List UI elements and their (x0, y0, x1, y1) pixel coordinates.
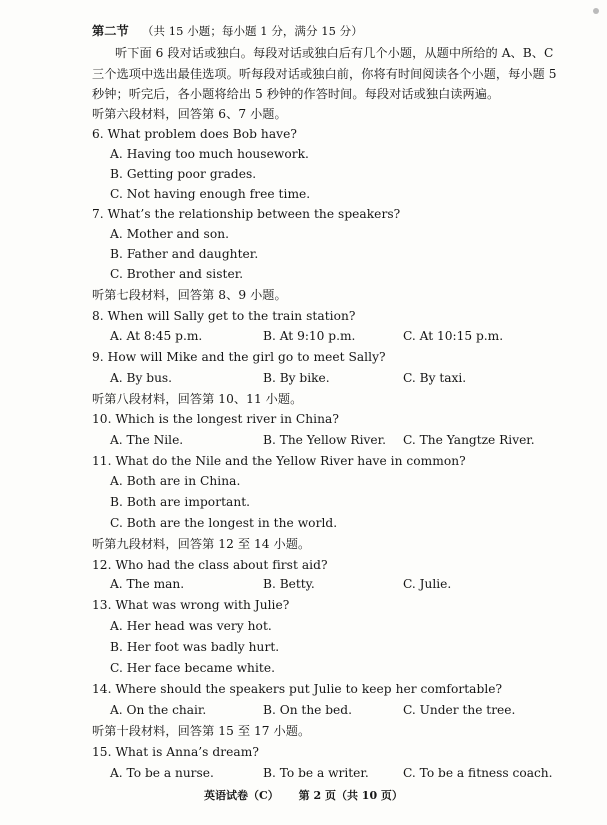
option-c: C. Brother and sister. (110, 267, 244, 281)
option-c: C. Not having enough free time. (110, 187, 311, 201)
section-title: 第二节 (92, 24, 129, 38)
question-stem: 13. What was wrong with Julie? (92, 598, 290, 612)
option-a: A. The Nile. (110, 433, 184, 447)
option-c: C. Under the tree. (403, 703, 516, 717)
question-stem: 15. What is Anna’s dream? (92, 745, 259, 759)
option-c: C. Both are the longest in the world. (110, 516, 338, 530)
option-b: B. Both are important. (110, 495, 251, 509)
section-note: （共 15 小题；每小题 1 分，满分 15 分） (142, 24, 363, 38)
option-a: A. Both are in China. (110, 474, 241, 488)
option-b: B. Getting poor grades. (110, 167, 257, 181)
option-c: C. Her face became white. (110, 661, 276, 675)
option-b: B. Betty. (263, 577, 315, 591)
question-stem: 11. What do the Nile and the Yellow River have in common? (92, 454, 466, 468)
group-prompt: 听第六段材料，回答第 6、7 小题。 (92, 107, 287, 121)
question-stem: 6. What problem does Bob have? (92, 127, 297, 141)
option-c: C. By taxi. (403, 371, 467, 385)
scan-dot (593, 8, 599, 14)
option-c: C. Julie. (403, 577, 452, 591)
page-footer (0, 789, 607, 803)
option-b: B. The Yellow River. (263, 433, 386, 447)
group-prompt: 听第八段材料，回答第 10、11 小题。 (92, 392, 303, 406)
option-a: A. On the chair. (110, 703, 207, 717)
question-stem: 12. Who had the class about first aid? (92, 558, 328, 572)
option-b: B. Father and daughter. (110, 247, 259, 261)
option-a: A. Mother and son. (110, 227, 230, 241)
option-a: A. To be a nurse. (110, 766, 214, 780)
instruction-line-2: 三个选项中选出最佳选项。听每段对话或独白前，你将有时间阅读各个小题，每小题 5 (92, 67, 557, 81)
footer-subject: 英语试卷（C） (204, 789, 279, 802)
option-a: A. The man. (110, 577, 185, 591)
option-a: A. At 8:45 p.m. (110, 329, 203, 343)
group-prompt: 听第七段材料，回答第 8、9 小题。 (92, 288, 287, 302)
question-stem: 10. Which is the longest river in China? (92, 412, 339, 426)
option-b: B. Her foot was badly hurt. (110, 640, 280, 654)
group-prompt: 听第九段材料，回答第 12 至 14 小题。 (92, 537, 311, 551)
instruction-line-1: 听下面 6 段对话或独白。每段对话或独白后有几个小题，从题中所给的 A、B、C (115, 46, 554, 60)
option-c: C. The Yangtze River. (403, 433, 535, 447)
option-a: A. Having too much housework. (110, 147, 309, 161)
option-a: A. Her head was very hot. (110, 619, 272, 633)
question-stem: 14. Where should the speakers put Julie to keep her comfortable? (92, 682, 503, 696)
option-b: B. At 9:10 p.m. (263, 329, 356, 343)
option-b: B. To be a writer. (263, 766, 369, 780)
option-c: C. To be a fitness coach. (403, 766, 553, 780)
option-a: A. By bus. (110, 371, 173, 385)
footer-page-number: 第 2 页（共 10 页） (298, 789, 403, 802)
group-prompt: 听第十段材料，回答第 15 至 17 小题。 (92, 724, 311, 738)
question-stem: 7. What’s the relationship between the speakers? (92, 207, 401, 221)
option-c: C. At 10:15 p.m. (403, 329, 504, 343)
instruction-line-3: 秒钟；听完后，各小题将给出 5 秒钟的作答时间。每段对话或独白读两遍。 (92, 87, 500, 101)
option-b: B. On the bed. (263, 703, 352, 717)
question-stem: 9. How will Mike and the girl go to meet Sally? (92, 350, 386, 364)
question-stem: 8. When will Sally get to the train station? (92, 309, 356, 323)
option-b: B. By bike. (263, 371, 330, 385)
